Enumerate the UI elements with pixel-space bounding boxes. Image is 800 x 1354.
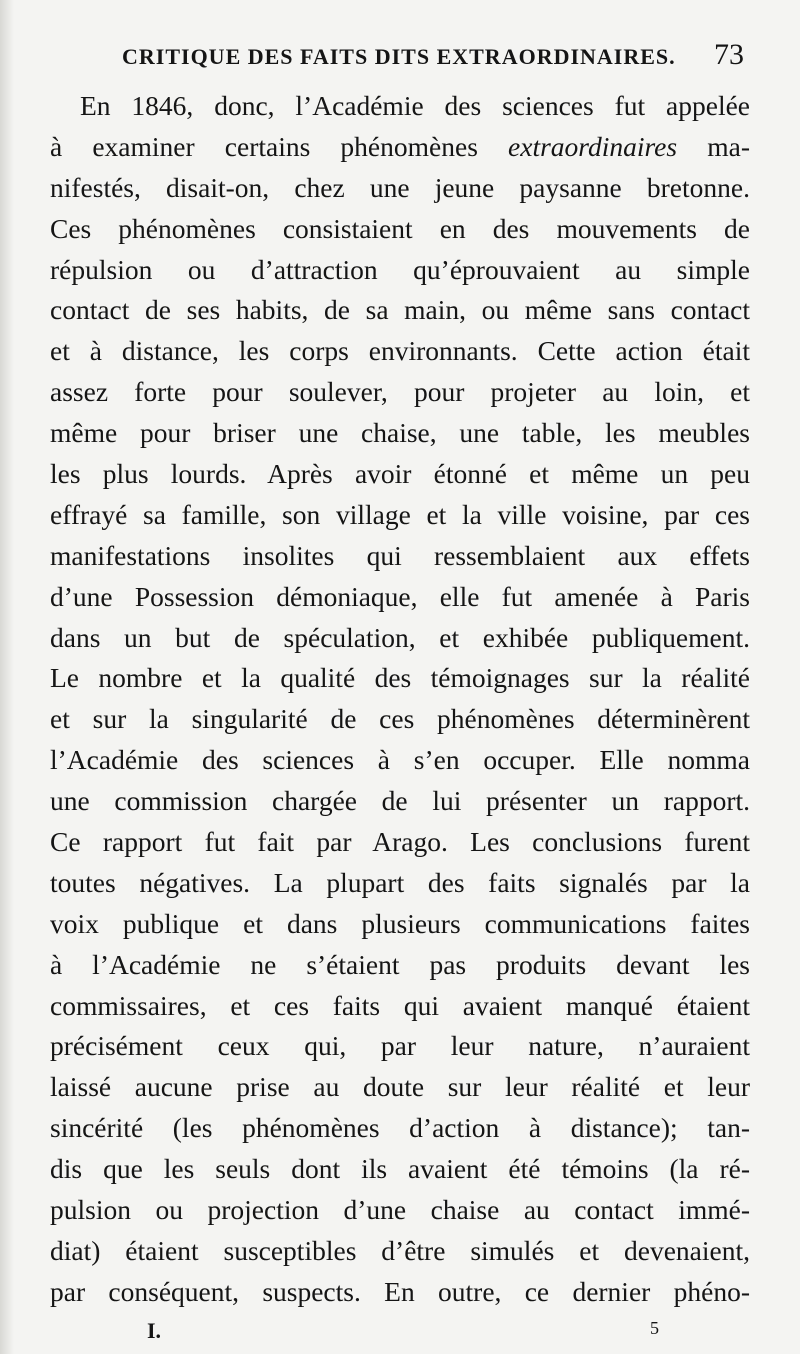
text-line: même pour briser une chaise, une table, les meubles: [50, 417, 750, 449]
text-line: Le nombre et la qualité des témoignages sur la réalité: [50, 662, 750, 694]
text-line: sincérité (les phénomènes d’action à distance); tan-: [50, 1112, 750, 1144]
text-line: laissé aucune prise au doute sur leur réalité et leur: [50, 1071, 750, 1103]
text-line: dans un but de spéculation, et exhibée publiquement.: [50, 621, 750, 653]
text-line: toutes négatives. La plupart des faits signalés par la: [50, 866, 750, 898]
page-footer: [0, 1318, 800, 1348]
text-line: répulsion ou d’attraction qu’éprouvaient au simple: [50, 253, 750, 285]
text-line: d’une Possession démoniaque, elle fut amenée à Paris: [50, 580, 750, 612]
page-number: 73: [714, 38, 744, 71]
text-line: En 1846, donc, l’Académie des sciences fut appelée: [80, 90, 750, 121]
page-header: [122, 38, 750, 78]
text-line: précisément ceux qui, par leur nature, n’auraient: [50, 1030, 750, 1062]
text-line: manifestations insolites qui ressemblaient aux effets: [50, 539, 750, 571]
text-line: dis que les seuls dont ils avaient été témoins (la ré-: [50, 1153, 750, 1185]
text-line: commissaires, et ces faits qui avaient manqué étaient: [50, 989, 750, 1021]
signature-mark-right: 5: [650, 1318, 659, 1338]
text-line: et à distance, les corps environnants. Cette action était: [50, 335, 750, 367]
text-line: et sur la singularité de ces phénomènes déterminèrent: [50, 703, 750, 735]
body-paragraph: [50, 86, 750, 1313]
text-line: effrayé sa famille, son village et la ville voisine, par ces: [50, 498, 750, 530]
text-line: pulsion ou projection d’une chaise au contact immé-: [50, 1194, 750, 1226]
binding-shadow: [0, 0, 14, 1354]
text-line: les plus lourds. Après avoir étonné et même un peu: [50, 458, 750, 490]
running-title: CRITIQUE DES FAITS DITS EXTRAORDINAIRES.: [122, 44, 676, 69]
text-line: voix publique et dans plusieurs communications faites: [50, 907, 750, 939]
text-line: assez forte pour soulever, pour projeter au loin, et: [50, 376, 750, 408]
text-line: nifestés, disait-on, chez une jeune paysanne bretonne.: [50, 171, 750, 203]
signature-mark-left: I.: [147, 1318, 162, 1343]
text-line: diat) étaient susceptibles d’être simulés et devenaient,: [50, 1234, 750, 1266]
text-line: Ce rapport fut fait par Arago. Les conclusions furent: [50, 826, 750, 858]
text-line: par conséquent, suspects. En outre, ce dernier phéno-: [50, 1275, 750, 1307]
text-line: l’Académie des sciences à s’en occuper. Elle nomma: [50, 744, 750, 776]
text-line: contact de ses habits, de sa main, ou même sans contact: [50, 294, 750, 326]
text-line: à examiner certains phénomènes extraordinaires ma-: [50, 130, 750, 162]
text-line: à l’Académie ne s’étaient pas produits devant les: [50, 948, 750, 980]
italic-term: extraordinaires: [508, 130, 678, 162]
text-line: une commission chargée de lui présenter un rapport.: [50, 785, 750, 817]
text-line: Ces phénomènes consistaient en des mouvements de: [50, 212, 750, 244]
